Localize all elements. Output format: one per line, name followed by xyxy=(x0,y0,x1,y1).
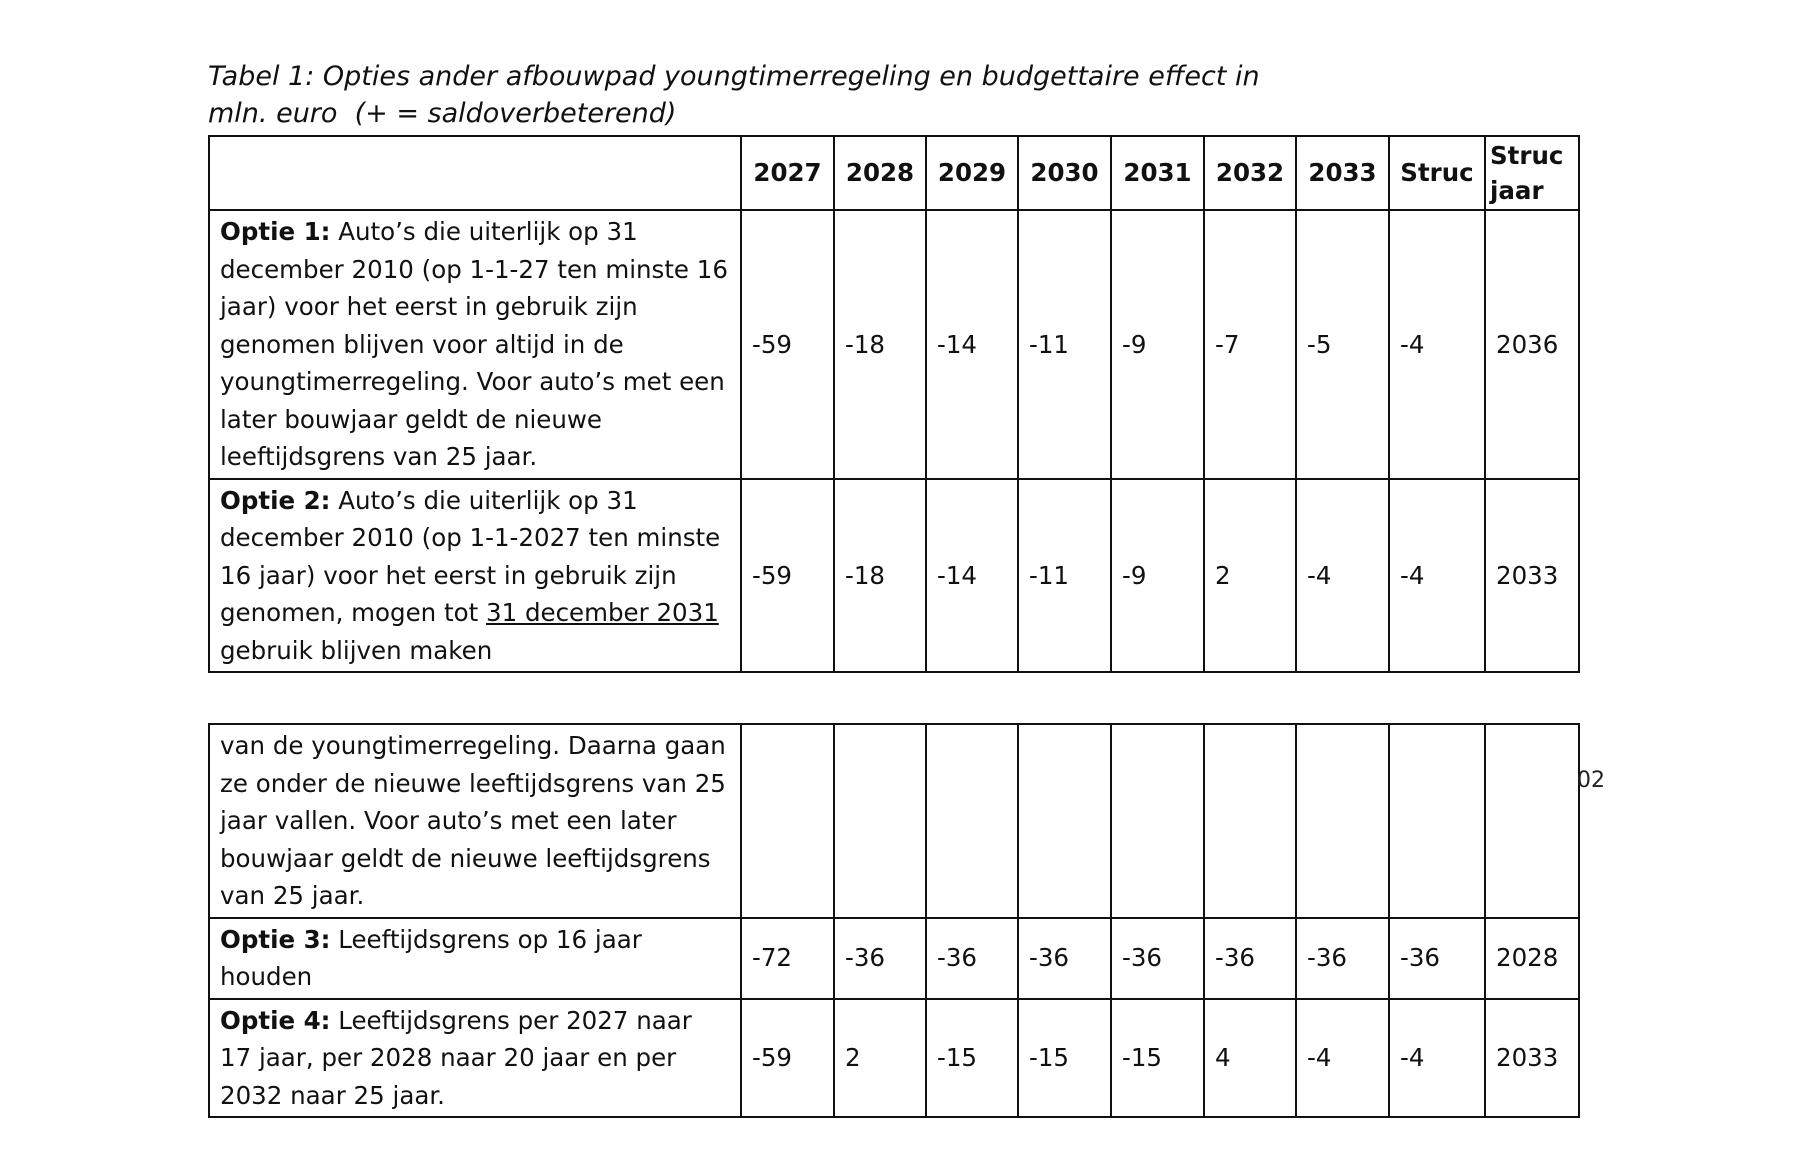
value-cell: -18 xyxy=(834,210,926,479)
value-cell: -36 xyxy=(834,918,926,999)
value-cell: 2036 xyxy=(1485,210,1579,479)
value-cell: -36 xyxy=(926,918,1018,999)
value-cell xyxy=(834,724,926,918)
value-cell: 2033 xyxy=(1485,479,1579,673)
value-cell: -36 xyxy=(1204,918,1296,999)
value-cell: -4 xyxy=(1296,999,1389,1118)
value-cell: -59 xyxy=(741,999,834,1118)
option-1-label: Optie 1: xyxy=(220,217,331,246)
option-2-text-b: gebruik blijven maken xyxy=(220,635,493,665)
value-cell: -14 xyxy=(926,210,1018,479)
value-cell: 2 xyxy=(1204,479,1296,673)
value-cell: -4 xyxy=(1389,210,1485,479)
table-row xyxy=(209,999,1579,1118)
option-4-text: Leeftijdsgrens per 2027 naar 17 jaar, per 2028 naar 20 jaar en per 2032 naar 25 jaar. xyxy=(220,1005,692,1110)
option-2-continuation: van de youngtimerregeling. Daarna gaan ze onder de nieuwe leeftijdsgrens van 25 jaar vallen. Voor auto’s met een later bouwjaar geldt de nieuwe leeftijdsgrens van 25 jaar. xyxy=(209,724,741,918)
header-2033: 2033 xyxy=(1296,136,1389,210)
option-2-label: Optie 2: xyxy=(220,485,331,515)
option-2-underlined-date: 31 december 2031 xyxy=(485,598,719,627)
value-cell: -36 xyxy=(1018,918,1111,999)
value-cell xyxy=(1296,724,1389,918)
option-3-label: Optie 3: xyxy=(220,924,331,954)
header-2031: 2031 xyxy=(1111,136,1204,210)
header-struc: Struc xyxy=(1389,136,1485,210)
value-cell: -18 xyxy=(834,479,926,673)
option-4-description xyxy=(209,999,741,1118)
options-table-part-2 xyxy=(208,723,1580,1118)
page-number-fragment: 02 xyxy=(1577,768,1605,793)
value-cell: -15 xyxy=(926,999,1018,1118)
value-cell: -9 xyxy=(1111,479,1204,673)
value-cell: -15 xyxy=(1111,999,1204,1118)
option-2-text-a: Auto’s die uiterlijk op 31 december 2010 (op 1-1-2027 ten minste 16 jaar) voor het eerst in gebruik zijn genomen, mogen tot xyxy=(220,485,721,627)
table-row xyxy=(209,210,1579,479)
value-cell: -36 xyxy=(1389,918,1485,999)
caption-line-1: Tabel 1: Opties ander afbouwpad youngtimerregeling en budgettaire effect in xyxy=(208,61,1260,92)
value-cell xyxy=(1389,724,1485,918)
value-cell: -7 xyxy=(1204,210,1296,479)
value-cell: -5 xyxy=(1296,210,1389,479)
value-cell: 2033 xyxy=(1485,999,1579,1118)
value-cell: -4 xyxy=(1389,999,1485,1118)
option-1-text: Auto’s die uiterlijk op 31 december 2010 (op 1-1-27 ten minste 16 jaar) voor het eerst in gebruik zijn genomen blijven voor altijd in de youngtimerregeling. Voor auto’s met een later bouwjaar geldt de nieuwe leeftijdsgrens van 25 jaar. xyxy=(220,217,728,471)
header-struc-jaar: Struc jaar xyxy=(1485,136,1579,210)
caption-line-2: mln. euro (+ = saldoverbeterend) xyxy=(208,98,677,129)
value-cell xyxy=(1485,724,1579,918)
value-cell: -36 xyxy=(1111,918,1204,999)
header-cell-empty xyxy=(209,136,741,210)
value-cell xyxy=(1111,724,1204,918)
option-3-description xyxy=(209,918,741,999)
value-cell: -36 xyxy=(1296,918,1389,999)
value-cell xyxy=(1018,724,1111,918)
header-2027: 2027 xyxy=(741,136,834,210)
value-cell xyxy=(926,724,1018,918)
value-cell: -4 xyxy=(1389,479,1485,673)
value-cell: -4 xyxy=(1296,479,1389,673)
value-cell: 4 xyxy=(1204,999,1296,1118)
value-cell: -14 xyxy=(926,479,1018,673)
value-cell xyxy=(1204,724,1296,918)
table-row xyxy=(209,724,1579,918)
option-1-description xyxy=(209,210,741,479)
value-cell: 2 xyxy=(834,999,926,1118)
table-row xyxy=(209,479,1579,673)
table-caption xyxy=(208,58,1358,132)
option-4-label: Optie 4: xyxy=(220,1005,331,1035)
header-2032: 2032 xyxy=(1204,136,1296,210)
value-cell: -15 xyxy=(1018,999,1111,1118)
value-cell: -11 xyxy=(1018,210,1111,479)
option-3-text: Leeftijdsgrens op 16 jaar houden xyxy=(220,924,642,991)
value-cell: -59 xyxy=(741,479,834,673)
value-cell xyxy=(741,724,834,918)
header-2028: 2028 xyxy=(834,136,926,210)
options-table-part-1 xyxy=(208,135,1580,673)
value-cell: -9 xyxy=(1111,210,1204,479)
header-row xyxy=(209,136,1579,210)
option-2-description xyxy=(209,479,741,673)
value-cell: -72 xyxy=(741,918,834,999)
header-2029: 2029 xyxy=(926,136,1018,210)
value-cell: 2028 xyxy=(1485,918,1579,999)
value-cell: -59 xyxy=(741,210,834,479)
value-cell: -11 xyxy=(1018,479,1111,673)
header-2030: 2030 xyxy=(1018,136,1111,210)
table-row xyxy=(209,918,1579,999)
